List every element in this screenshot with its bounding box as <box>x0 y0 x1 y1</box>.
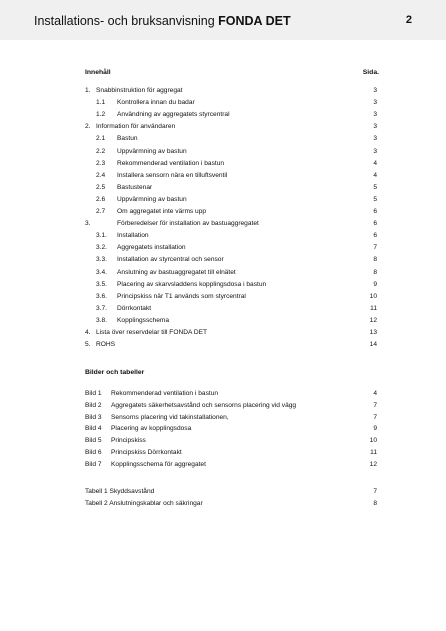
document-title-product: FONDA DET <box>218 14 291 28</box>
table-entry-page: 7 <box>373 488 377 495</box>
toc-entry <box>0 220 446 232</box>
toc-entry-title: Förberedelser för installation av bastuaggregatet <box>117 220 259 228</box>
figure-entry-page: 9 <box>373 425 377 433</box>
toc-entry-title: ROHS <box>96 341 116 349</box>
figure-entry <box>0 425 446 437</box>
toc-entry-number: 2.2 <box>96 147 106 155</box>
toc-entry <box>0 172 446 184</box>
figure-entry-title: Aggregatets säkerhetsavstånd och sensorns placering vid vägg <box>111 401 297 409</box>
toc-entry <box>0 269 446 281</box>
figure-entry-title: Rekommenderad ventilation i bastun <box>111 390 219 397</box>
toc-entry-page: 3 <box>373 111 377 119</box>
toc-entry <box>0 232 446 244</box>
toc-entry <box>0 123 446 135</box>
toc-entry-page: 4 <box>373 159 377 167</box>
toc-entry <box>0 244 446 256</box>
figure-entry-number: Bild 1 <box>85 390 102 397</box>
toc-entry <box>0 293 446 305</box>
toc-entry-title: Installera sensorn nära en tilluftsventil <box>117 171 228 179</box>
toc-entry <box>0 208 446 220</box>
toc-entry <box>0 317 446 329</box>
toc-entry-title: Anslutning av bastuaggregatet till elnätet <box>117 268 236 276</box>
figure-entry <box>0 414 446 426</box>
toc-entry-number: 2. <box>85 123 91 131</box>
figure-entry-number: Bild 2 <box>85 401 102 409</box>
toc-page-column-heading: Sida. <box>362 69 379 76</box>
toc-entry-page: 3 <box>373 123 377 131</box>
figure-entry-title: Sensorns placering vid takinstallationen, <box>111 413 229 421</box>
toc-entry-page: 5 <box>373 183 377 191</box>
toc-entry-title: Bastun <box>117 135 138 143</box>
toc-entry-page: 6 <box>373 232 377 240</box>
page-number: 2 <box>405 14 412 26</box>
toc-entry-number: 4. <box>85 329 91 336</box>
toc-entry-page: 11 <box>370 304 377 312</box>
toc-entry-page: 8 <box>373 268 377 276</box>
figure-entry <box>0 461 446 473</box>
toc-entry <box>0 256 446 268</box>
figures-heading: Bilder och tabeller <box>85 369 145 376</box>
toc-entry <box>0 329 446 341</box>
toc-entry <box>0 305 446 317</box>
figure-entry-title: Principskiss Dörrkontakt <box>111 449 182 456</box>
toc-entry-title: Installation <box>117 232 149 240</box>
toc-entry <box>0 148 446 160</box>
toc-entry <box>0 135 446 147</box>
toc-entry-title: Rekommenderad ventilation i bastun <box>117 159 225 167</box>
toc-entry-number: 5. <box>85 341 91 349</box>
toc-entry-title: Aggregatets installation <box>117 244 186 252</box>
toc-entry-number: 3.8. <box>96 316 107 324</box>
toc-entry-title: Användning av aggregatets styrcentral <box>117 111 230 119</box>
figure-entry-number: Bild 7 <box>85 460 102 468</box>
figure-entry-title: Placering av kopplingsdosa <box>111 425 192 433</box>
toc-entry <box>0 196 446 208</box>
figure-entry-page: 10 <box>369 437 377 445</box>
toc-entry <box>0 87 446 99</box>
toc-entry-title: Om aggregatet inte värms upp <box>117 208 207 215</box>
toc-entry-title: Uppvärmning av bastun <box>117 195 187 203</box>
toc-entry-page: 7 <box>373 244 377 252</box>
page-header <box>0 0 446 40</box>
toc-entry-page: 9 <box>373 280 377 288</box>
toc-entry-page: 8 <box>373 256 377 264</box>
toc-entry <box>0 99 446 111</box>
table-entry-title: Tabell 1 Skyddsavstånd <box>85 488 155 495</box>
figure-entry-number: Bild 4 <box>85 425 102 433</box>
toc-entry-page: 10 <box>369 292 377 300</box>
toc-entry-title: Kontrollera innan du badar <box>117 99 195 107</box>
toc-entry <box>0 160 446 172</box>
toc-entry-number: 2.4 <box>96 171 106 179</box>
toc-entry-page: 12 <box>369 316 377 324</box>
toc-entry-number: 2.3 <box>96 159 106 167</box>
toc-entry-number: 3.6. <box>96 292 107 300</box>
document-title <box>34 14 291 28</box>
document-title-prefix: Installations- och bruksanvisning <box>34 14 219 28</box>
toc-entry-page: 3 <box>373 87 377 94</box>
toc-entry-number: 3.3. <box>96 256 107 264</box>
figure-entry-page: 4 <box>373 390 377 397</box>
toc-entry-title: Placering av skarvsladdens kopplingsdosa i bastun <box>117 280 267 288</box>
toc-heading: Innehåll <box>85 69 111 76</box>
toc-entry-number: 2.5 <box>96 183 106 191</box>
figure-entry <box>0 402 446 414</box>
toc-entry-page: 3 <box>373 135 377 143</box>
toc-entry-title: Kopplingsschema <box>117 316 170 324</box>
table-entry-title: Tabell 2 Anslutningskablar och säkringar <box>85 500 203 507</box>
toc-entry-page: 3 <box>373 147 377 155</box>
toc-entry-number: 3.7. <box>96 304 107 312</box>
toc-entry-number: 3.5. <box>96 280 107 288</box>
toc-entry <box>0 111 446 123</box>
toc-entry-title: Uppvärmning av bastun <box>117 147 187 155</box>
toc-entry-page: 3 <box>373 99 377 107</box>
toc-entry <box>0 281 446 293</box>
figure-entry-number: Bild 6 <box>85 449 102 456</box>
toc-entry-page: 14 <box>369 341 377 349</box>
toc-entry-title: Principskiss när T1 används som styrcentral <box>117 292 246 300</box>
figure-entry-page: 12 <box>369 460 377 468</box>
table-entry <box>0 500 446 512</box>
toc-entry <box>0 341 446 353</box>
toc-entry <box>0 184 446 196</box>
toc-entry-number: 3.2. <box>96 244 107 252</box>
toc-entry-number: 1. <box>85 87 91 94</box>
figure-entry <box>0 449 446 461</box>
figure-entry-title: Kopplingsschema för aggregatet <box>111 460 206 468</box>
toc-entry-title: Bastustenar <box>117 183 153 191</box>
toc-entry-number: 1.2 <box>96 111 106 119</box>
toc-entry-number: 3.1. <box>96 232 107 240</box>
figure-entry-number: Bild 3 <box>85 413 102 421</box>
figure-entry-page: 7 <box>373 401 377 409</box>
toc-entry-number: 3. <box>85 220 91 228</box>
table-entry-page: 8 <box>373 500 377 507</box>
toc-entry-number: 3.4. <box>96 268 107 276</box>
toc-entry-title: Snabbinstruktion för aggregat <box>96 87 183 94</box>
toc-entry-number: 2.6 <box>96 195 106 203</box>
toc-entry-page: 5 <box>373 195 377 203</box>
figure-entry <box>0 390 446 402</box>
toc-entry-number: 2.7 <box>96 208 106 215</box>
toc-entry-title: Information för användaren <box>96 123 176 131</box>
toc-entry-page: 4 <box>373 171 377 179</box>
toc-entry-page: 13 <box>369 329 377 336</box>
figure-entry-number: Bild 5 <box>85 437 102 445</box>
toc-entry-page: 6 <box>373 208 377 215</box>
figure-entry-page: 11 <box>370 449 377 456</box>
toc-entry-page: 6 <box>373 220 377 228</box>
toc-entry-title: Lista över reservdelar till FONDA DET <box>96 329 208 336</box>
figure-entry-page: 7 <box>373 413 377 421</box>
toc-entry-title: Dörrkontakt <box>117 304 152 312</box>
toc-entry-number: 2.1 <box>96 135 106 143</box>
table-entry <box>0 488 446 500</box>
toc-entry-number: 1.1 <box>96 99 106 107</box>
figure-entry <box>0 437 446 449</box>
figure-entry-title: Principskiss <box>111 437 146 445</box>
toc-entry-title: Installation av styrcentral och sensor <box>117 256 224 264</box>
